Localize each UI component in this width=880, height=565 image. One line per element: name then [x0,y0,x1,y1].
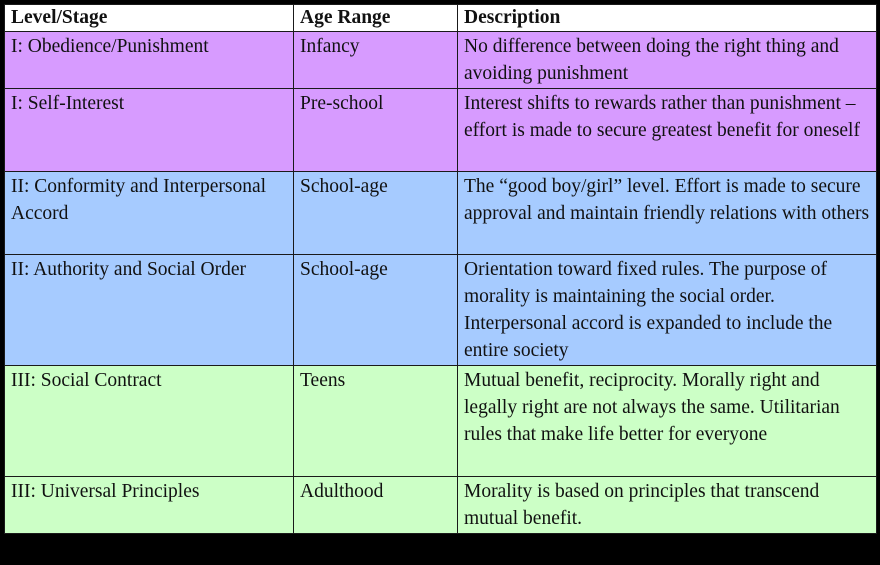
description-cell: The “good boy/girl” level. Effort is made to secure approval and maintain friendly relations with others [458,172,877,255]
stage-cell: I: Self-Interest [5,89,294,172]
table-row [5,366,877,477]
description-cell: Interest shifts to rewards rather than punishment – effort is made to secure greatest benefit for oneself [458,89,877,172]
header-row [5,5,877,32]
stage-cell: III: Social Contract [5,366,294,477]
age-cell: Pre-school [294,89,458,172]
header-level-stage: Level/Stage [5,5,294,32]
age-cell: Adulthood [294,477,458,534]
header-age-range: Age Range [294,5,458,32]
stage-cell: II: Authority and Social Order [5,255,294,366]
description-cell: Orientation toward fixed rules. The purpose of morality is maintaining the social order. Interpersonal accord is expanded to include the entire society [458,255,877,366]
moral-development-table [4,4,877,534]
table-row [5,255,877,366]
table-row [5,477,877,534]
table-row [5,89,877,172]
age-cell: Infancy [294,32,458,89]
stage-cell: I: Obedience/Punishment [5,32,294,89]
moral-development-table-container [4,4,876,532]
description-cell: Mutual benefit, reciprocity. Morally right and legally right are not always the same. Utilitarian rules that make life better for everyone [458,366,877,477]
header-description: Description [458,5,877,32]
table-row [5,32,877,89]
stage-cell: II: Conformity and Interpersonal Accord [5,172,294,255]
age-cell: School-age [294,255,458,366]
description-cell: Morality is based on principles that transcend mutual benefit. [458,477,877,534]
age-cell: School-age [294,172,458,255]
table-row [5,172,877,255]
stage-cell: III: Universal Principles [5,477,294,534]
description-cell: No difference between doing the right thing and avoiding punishment [458,32,877,89]
age-cell: Teens [294,366,458,477]
